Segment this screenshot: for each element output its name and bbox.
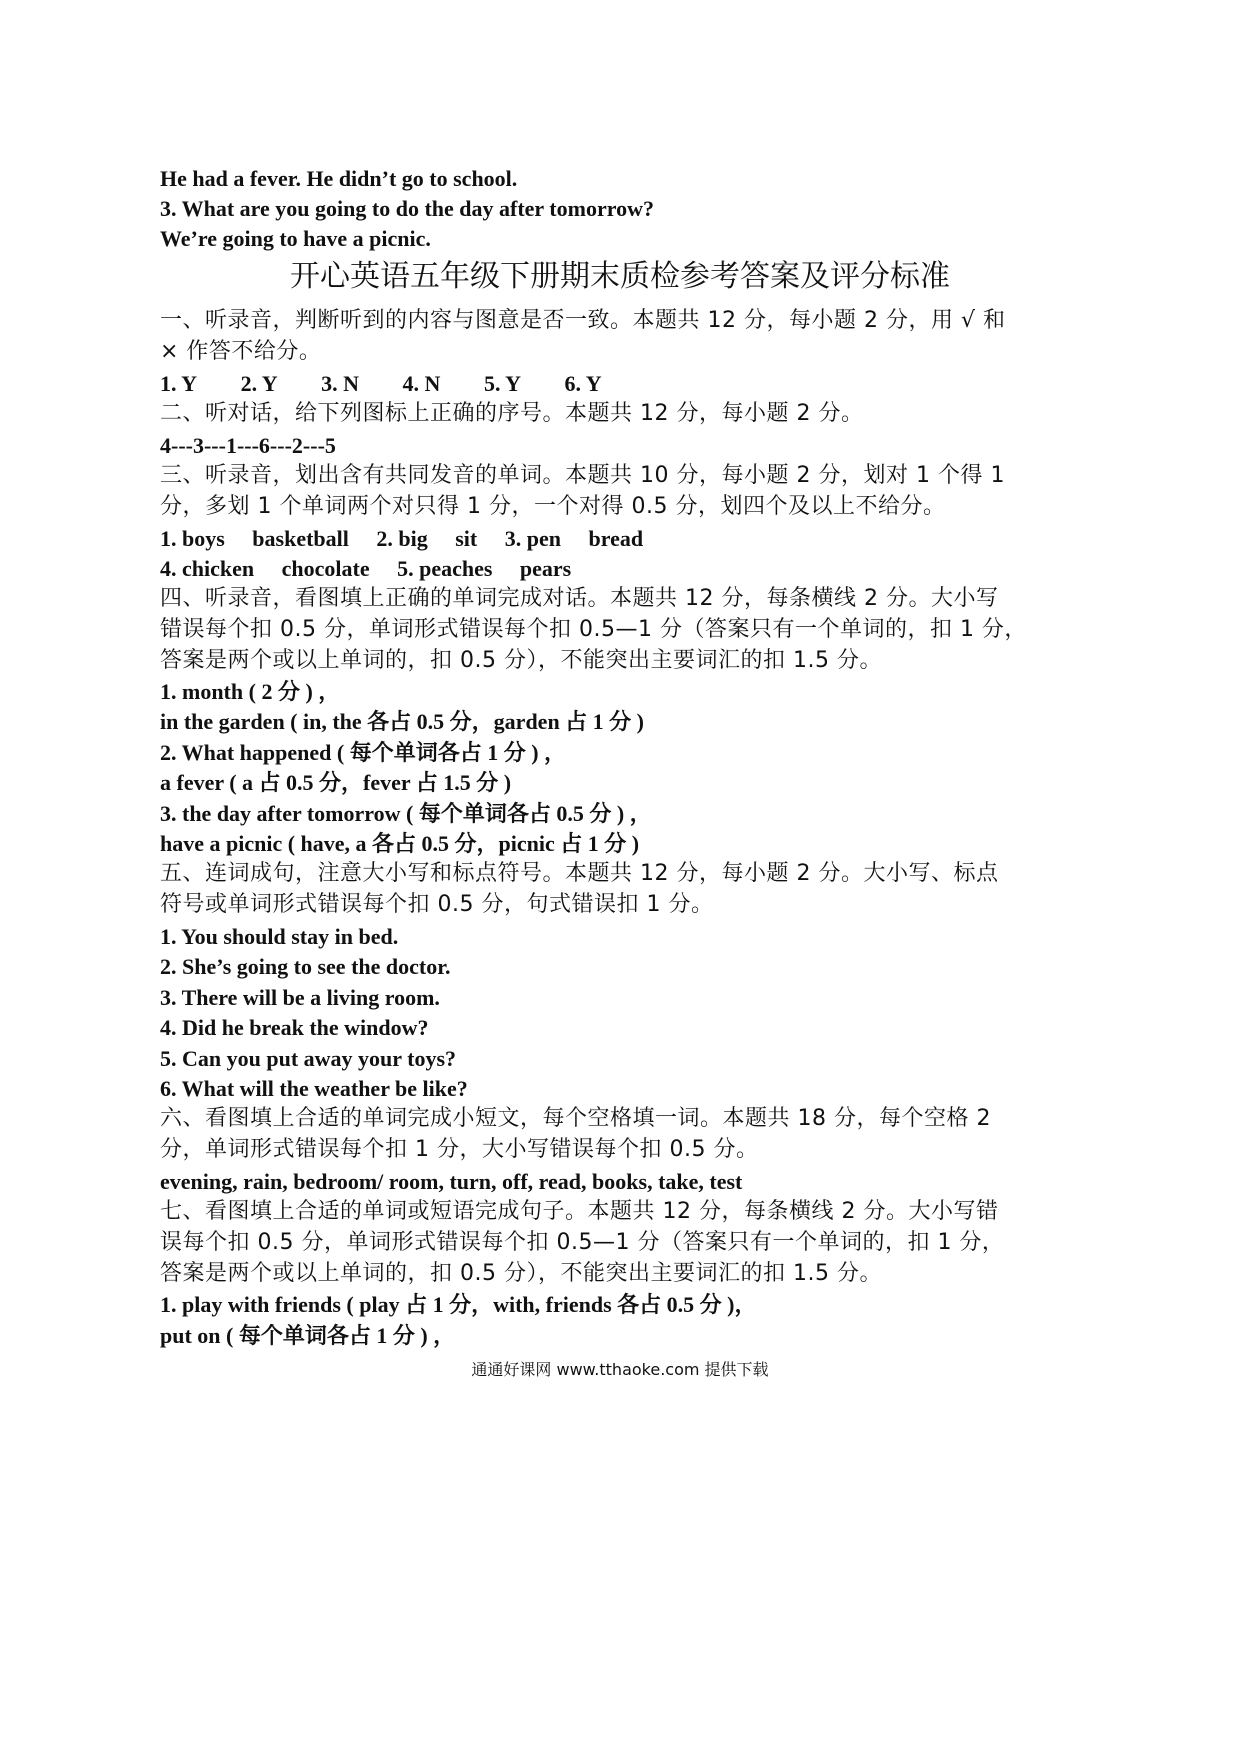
section-5-answer: 1. You should stay in bed. [160,924,399,949]
section-7-answer: put on ( 每个单词各占 1 分 ) ， [160,1323,456,1348]
section-5-heading-cont: 符号或单词形式错误每个扣 0.5 分，句式错误扣 1 分。 [160,892,714,917]
section-1-heading: 一、听录音，判断听到的内容与图意是否一致。本题共 12 分，每小题 2 分，用 √ 和 [160,308,1006,333]
answer-item: 1. boys [160,526,225,551]
section-6-heading: 六、看图填上合适的单词完成小短文，每个空格填一词。本题共 18 分，每个空格 2 [160,1106,991,1131]
section-4-answer: a fever ( a 占 0.5 分，fever 占 1.5 分 ) [160,770,512,795]
section-3-heading-cont: 分，多划 1 个单词两个对只得 1 分，一个对得 0.5 分，划四个及以上不给分。 [160,494,946,519]
answer-item: 3. N [321,371,360,396]
section-5-answer: 4. Did he break the window? [160,1015,429,1040]
answer-item: 2. big [376,526,428,551]
page-title: 开心英语五年级下册期末质检参考答案及评分标准 [290,259,950,294]
section-7-heading-cont: 误每个扣 0.5 分，单词形式错误每个扣 0.5—1 分（答案只有一个单词的，扣 1 分， [160,1230,1005,1255]
section-4-answer: have a picnic ( have, a 各占 0.5 分，picnic 占 1 分 ) [160,831,640,856]
section-4-heading: 四、听录音，看图填上正确的单词完成对话。本题共 12 分，每条横线 2 分。大小写 [160,586,999,611]
section-2-heading: 二、听对话，给下列图标上正确的序号。本题共 12 分，每小题 2 分。 [160,401,864,426]
section-2-answer: 4---3---1---6---2---5 [160,433,336,458]
section-5-answer: 5. Can you put away your toys? [160,1046,457,1071]
answer-item: 4. chicken [160,556,255,581]
section-5-answer: 6. What will the weather be like? [160,1076,468,1101]
section-1-answers [160,373,602,395]
answer-item: sit [455,526,478,551]
section-1-heading-cont: × 作答不给分。 [160,339,322,364]
answer-item: 1. Y [160,371,198,396]
section-4-heading-cont: 错误每个扣 0.5 分，单词形式错误每个扣 0.5—1 分（答案只有一个单词的，扣 1 分， [160,617,1027,642]
answer-item: 2. Y [240,371,278,396]
section-7-heading-cont: 答案是两个或以上单词的，扣 0.5 分），不能突出主要词汇的扣 1.5 分。 [160,1261,882,1286]
answer-item: bread [588,526,644,551]
section-4-answer: 3. the day after tomorrow ( 每个单词各占 0.5 分 ) ， [160,801,652,826]
section-4-answer: 1. month ( 2 分 ) ， [160,679,341,704]
answer-item: 6. Y [564,371,602,396]
text-line: 3. What are you going to do the day after tomorrow? [160,196,654,221]
section-4-heading-cont: 答案是两个或以上单词的，扣 0.5 分），不能突出主要词汇的扣 1.5 分。 [160,648,882,673]
section-5-heading: 五、连词成句，注意大小写和标点符号。本题共 12 分，每小题 2 分。大小写、标点 [160,861,999,886]
section-3-heading: 三、听录音，划出含有共同发音的单词。本题共 10 分，每小题 2 分，划对 1 个得 1 [160,463,1005,488]
answer-item: 4. N [402,371,441,396]
section-4-answer: 2. What happened ( 每个单词各占 1 分 ) ， [160,740,567,765]
section-3-answers-row [160,558,571,580]
answer-item: 3. pen [504,526,561,551]
answer-item: basketball [252,526,349,551]
page-footer: 通通好课网 www.tthaoke.com 提供下载 [471,1360,769,1379]
answer-item: 5. peaches [397,556,493,581]
section-4-answer: in the garden ( in, the 各占 0.5 分，garden 占 1 分 ) [160,709,645,734]
section-7-heading: 七、看图填上合适的单词或短语完成句子。本题共 12 分，每条横线 2 分。大小写错 [160,1199,999,1224]
section-3-answers-row [160,528,643,550]
text-line: We’re going to have a picnic. [160,226,431,251]
section-5-answer: 2. She’s going to see the doctor. [160,954,451,979]
section-6-answer: evening, rain, bedroom/ room, turn, off, read, books, take, test [160,1169,743,1194]
text-line: He had a fever. He didn’t go to school. [160,166,518,191]
answer-item: 5. Y [483,371,522,396]
section-5-answer: 3. There will be a living room. [160,985,440,1010]
answer-item: chocolate [281,556,370,581]
section-6-heading-cont: 分，单词形式错误每个扣 1 分，大小写错误每个扣 0.5 分。 [160,1137,759,1162]
answer-item: pears [519,556,572,581]
section-7-answer: 1. play with friends ( play 占 1 分，with, friends 各占 0.5 分 )， [160,1292,757,1317]
